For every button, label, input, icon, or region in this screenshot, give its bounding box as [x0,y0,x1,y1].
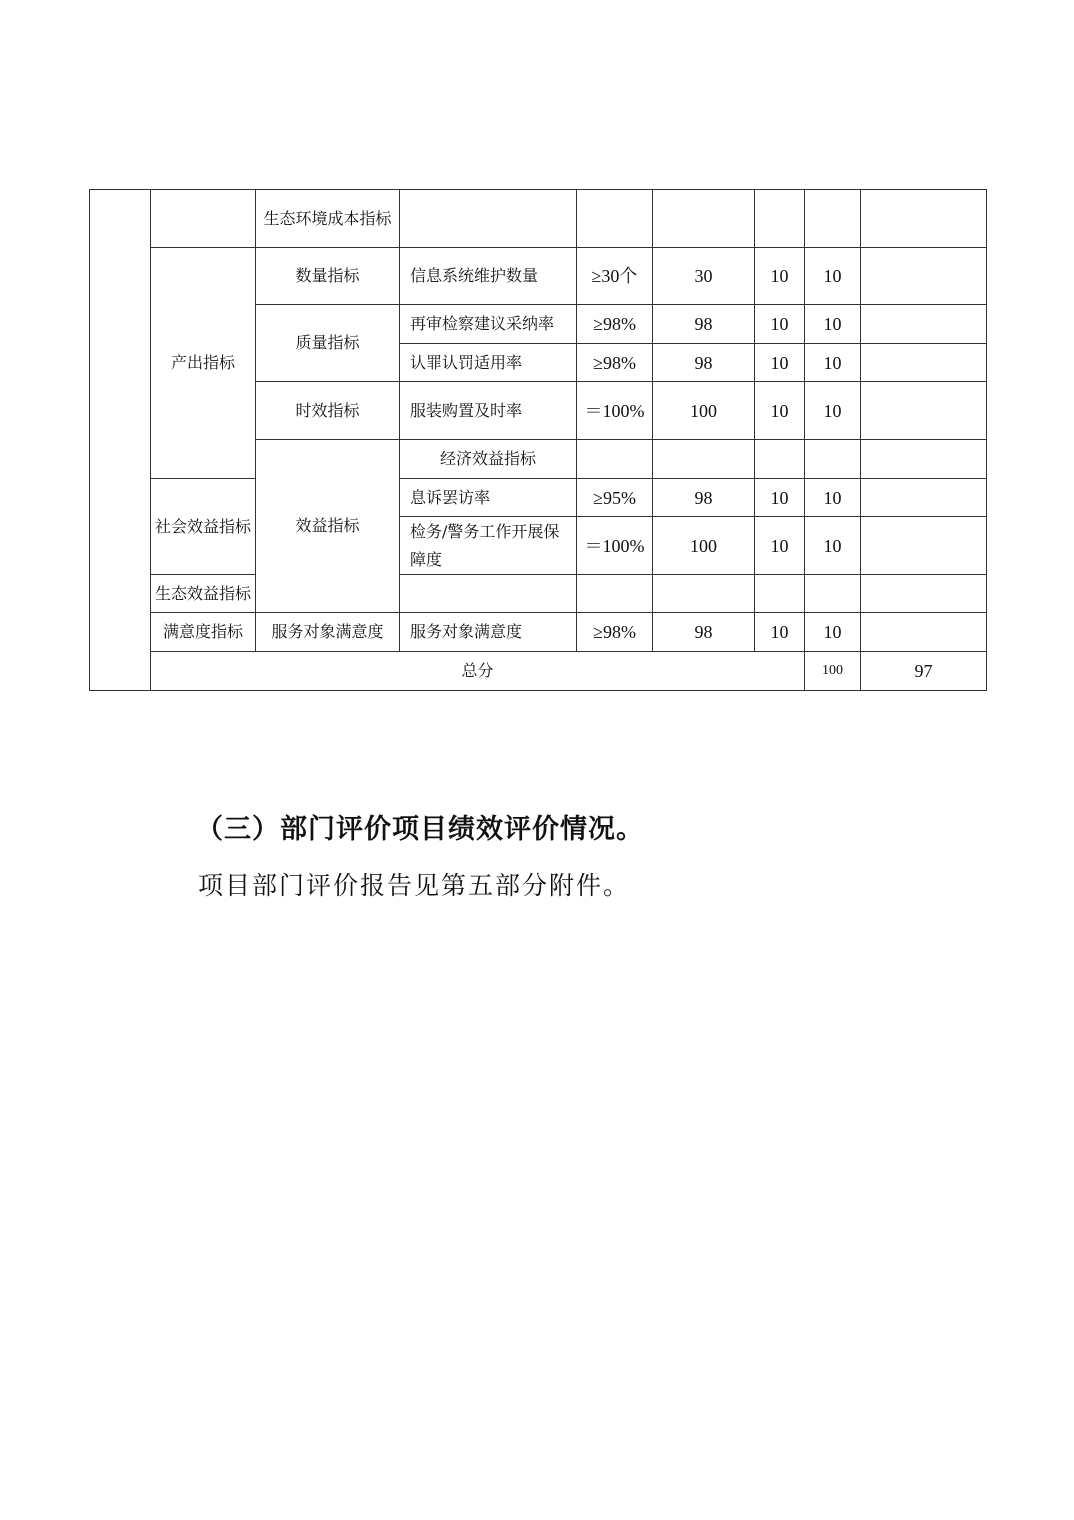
target-cell: ≥95% [577,479,653,517]
actual-cell: 98 [653,344,755,382]
target-cell: ≥98% [577,305,653,344]
score-cell: 10 [805,305,861,344]
actual-cell: 30 [653,248,755,305]
table-row [90,248,987,305]
table-row [90,613,987,652]
indicator-cell: 社会效益指标 [151,479,256,575]
table-row [90,479,987,517]
weight-cell: 10 [755,305,805,344]
category-cell: 效益指标 [256,440,400,613]
section-paragraph: 项目部门评价报告见第五部分附件。 [198,871,631,900]
indicator-cell: 服务对象满意度 [256,613,400,652]
score-cell: 10 [805,382,861,440]
weight-cell: 10 [755,613,805,652]
item-cell: 检务/警务工作开展保障度 [400,517,577,575]
weight-cell: 10 [755,517,805,575]
actual-cell: 98 [653,613,755,652]
target-cell: ≥30个 [577,248,653,305]
indicator-cell: 生态环境成本指标 [256,190,400,248]
table-cell [151,190,256,248]
indicator-cell: 生态效益指标 [151,575,256,613]
first-column-cell [90,190,151,691]
actual-cell: 100 [653,382,755,440]
target-cell: ≥98% [577,344,653,382]
actual-cell: 98 [653,305,755,344]
item-cell: 服装购置及时率 [400,382,577,440]
weight-cell: 10 [755,344,805,382]
total-label: 总分 [151,652,805,691]
indicator-cell: 经济效益指标 [400,440,577,479]
total-row [90,652,987,691]
table-row [90,190,987,248]
total-weight: 100 [805,652,861,691]
item-cell: 再审检察建议采纳率 [400,305,577,344]
score-cell: 10 [805,613,861,652]
weight-cell: 10 [755,248,805,305]
target-cell: ＝100% [577,517,653,575]
score-cell: 10 [805,344,861,382]
table-row [90,575,987,613]
indicator-cell: 数量指标 [256,248,400,305]
target-cell: ＝100% [577,382,653,440]
total-score: 97 [861,652,987,691]
item-cell: 信息系统维护数量 [400,248,577,305]
indicator-cell: 质量指标 [256,305,400,382]
performance-table [89,189,987,691]
item-cell: 服务对象满意度 [400,613,577,652]
actual-cell: 100 [653,517,755,575]
section-heading: （三）部门评价项目绩效评价情况。 [196,814,644,845]
score-cell: 10 [805,517,861,575]
item-cell: 认罪认罚适用率 [400,344,577,382]
weight-cell: 10 [755,382,805,440]
indicator-cell: 时效指标 [256,382,400,440]
score-cell: 10 [805,479,861,517]
target-cell: ≥98% [577,613,653,652]
actual-cell: 98 [653,479,755,517]
item-cell: 息诉罢访率 [400,479,577,517]
category-cell: 产出指标 [151,248,256,479]
score-cell: 10 [805,248,861,305]
weight-cell: 10 [755,479,805,517]
category-cell: 满意度指标 [151,613,256,652]
